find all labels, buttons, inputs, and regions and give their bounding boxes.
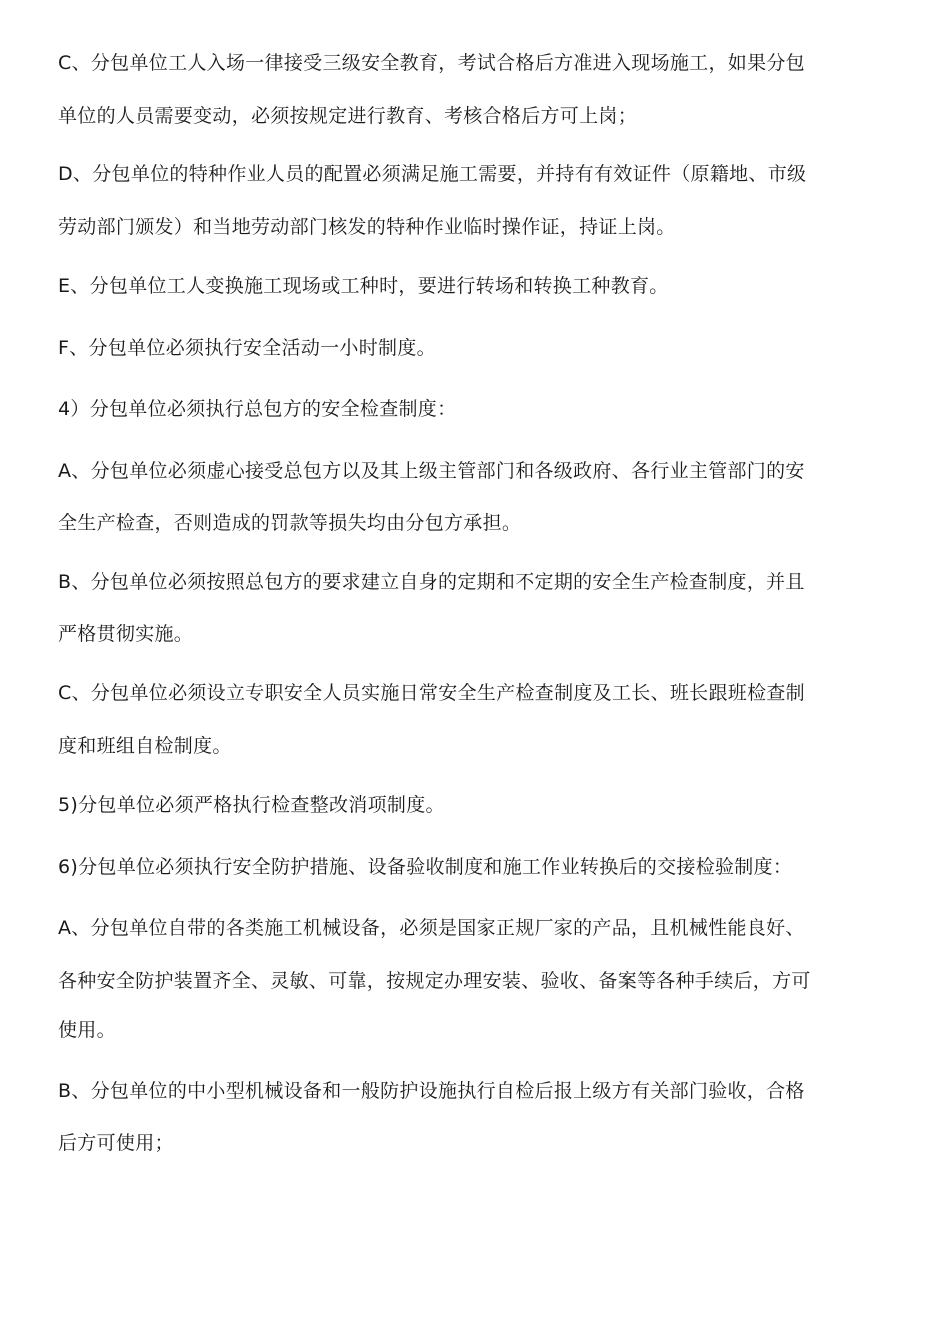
paragraph-d-special-workers-line-1: D、分包单位的特种作业人员的配置必须满足施工需要，并持有有效证件（原籍地、市级 bbox=[58, 163, 807, 185]
paragraph-b-small-machinery-line-2: 后方可使用； bbox=[58, 1132, 174, 1154]
section-6-acceptance-heading: 6)分包单位必须执行安全防护措施、设备验收制度和施工作业转换后的交接检验制度： bbox=[58, 856, 793, 878]
paragraph-f-activity: F、分包单位必须执行安全活动一小时制度。 bbox=[58, 337, 436, 359]
paragraph-c-induction-line-1: C、分包单位工人入场一律接受三级安全教育，考试合格后方准进入现场施工，如果分包 bbox=[58, 52, 805, 74]
section-4-inspection-heading: 4）分包单位必须执行总包方的安全检查制度： bbox=[58, 398, 457, 420]
paragraph-b-own-system-line-2: 严格贯彻实施。 bbox=[58, 623, 194, 645]
paragraph-a-accept-inspection-line-1: A、分包单位必须虚心接受总包方以及其上级主管部门和各级政府、各行业主管部门的安 bbox=[58, 460, 805, 482]
paragraph-c-full-time-staff-line-1: C、分包单位必须设立专职安全人员实施日常安全生产检查制度及工长、班长跟班检查制 bbox=[58, 682, 805, 704]
paragraph-b-own-system-line-1: B、分包单位必须按照总包方的要求建立自身的定期和不定期的安全生产检查制度，并且 bbox=[58, 571, 805, 593]
paragraph-a-accept-inspection-line-2: 全生产检查，否则造成的罚款等损失均由分包方承担。 bbox=[58, 512, 522, 534]
paragraph-a-machinery-line-1: A、分包单位自带的各类施工机械设备，必须是国家正规厂家的产品，且机械性能良好、 bbox=[58, 917, 805, 939]
paragraph-d-special-workers-line-2: 劳动部门颁发）和当地劳动部门核发的特种作业临时操作证，持证上岗。 bbox=[58, 216, 676, 238]
paragraph-a-machinery-line-2: 各种安全防护装置齐全、灵敏、可靠，按规定办理安装、验收、备案等各种手续后，方可 bbox=[58, 970, 811, 992]
paragraph-e-transfer: E、分包单位工人变换施工现场或工种时，要进行转场和转换工种教育。 bbox=[58, 275, 669, 297]
paragraph-a-machinery-line-3: 使用。 bbox=[58, 1019, 116, 1041]
paragraph-c-full-time-staff-line-2: 度和班组自检制度。 bbox=[58, 735, 232, 757]
paragraph-b-small-machinery-line-1: B、分包单位的中小型机械设备和一般防护设施执行自检后报上级方有关部门验收，合格 bbox=[58, 1080, 805, 1102]
paragraph-c-induction-line-2: 单位的人员需要变动，必须按规定进行教育、考核合格后方可上岗； bbox=[58, 105, 638, 127]
section-5-rectification-heading: 5)分包单位必须严格执行检查整改消项制度。 bbox=[58, 794, 445, 816]
